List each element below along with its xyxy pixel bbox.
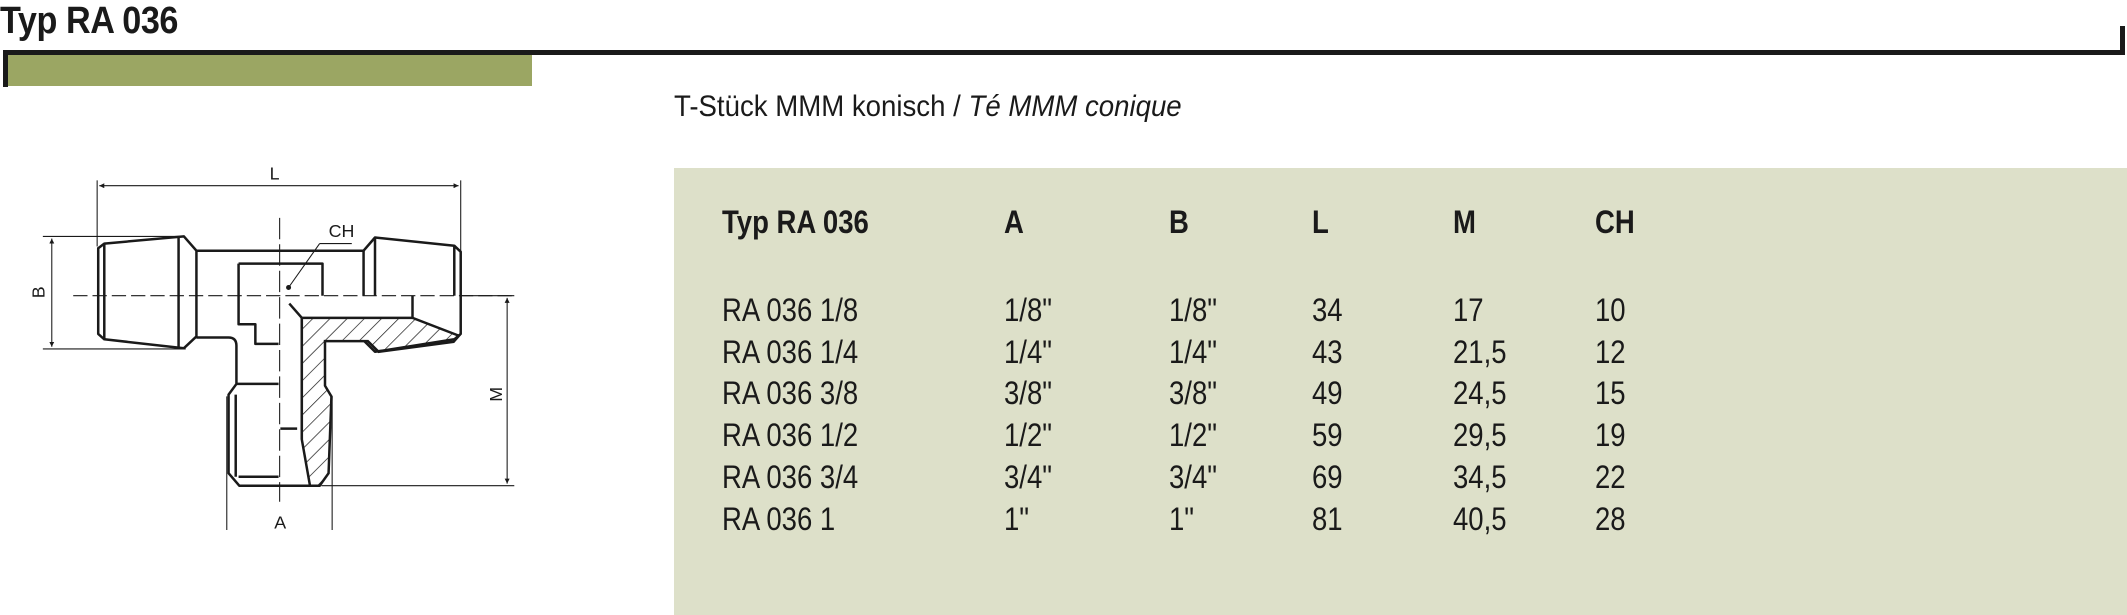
- cell-l: 34: [1312, 292, 1343, 328]
- cell-b: 1/2": [1169, 417, 1218, 454]
- subtitle-de: T-Stück MMM konisch /: [674, 90, 969, 123]
- cell-ch: 15: [1595, 375, 1626, 412]
- cell-m: 24,5: [1453, 375, 1507, 412]
- column-header-ch: CH: [1595, 204, 1635, 240]
- column-header-l: L: [1312, 204, 1329, 240]
- cell-ch: 28: [1595, 500, 1626, 537]
- cell-m: 34,5: [1453, 458, 1507, 495]
- product-subtitle: [674, 90, 1182, 124]
- cell-type: RA 036 1: [722, 500, 836, 537]
- column-header-a: A: [1004, 204, 1024, 240]
- dim-label-a: A: [274, 512, 287, 530]
- cell-a: 1/2": [1004, 417, 1053, 454]
- cell-a: 1/8": [1004, 292, 1053, 328]
- header-rule-right: [2120, 26, 2125, 55]
- column-header-b: B: [1169, 204, 1189, 240]
- technical-drawing: [0, 150, 560, 530]
- cell-a: 1/4": [1004, 333, 1053, 370]
- cell-a: 3/8": [1004, 375, 1053, 412]
- cell-m: 40,5: [1453, 500, 1507, 537]
- subtitle-fr: Té MMM conique: [968, 90, 1182, 123]
- cell-l: 69: [1312, 458, 1343, 495]
- cell-m: 29,5: [1453, 417, 1507, 454]
- cell-m: 17: [1453, 292, 1484, 328]
- dim-label-b: B: [28, 286, 49, 299]
- cell-l: 43: [1312, 333, 1343, 370]
- cell-ch: 10: [1595, 292, 1626, 328]
- cell-b: 3/4": [1169, 458, 1218, 495]
- cell-type: RA 036 1/4: [722, 333, 859, 370]
- cell-a: 1": [1004, 500, 1030, 537]
- column-header-type: Typ RA 036: [722, 204, 869, 240]
- cell-ch: 22: [1595, 458, 1626, 495]
- cell-type: RA 036 3/8: [722, 375, 859, 412]
- cell-b: 1/8": [1169, 292, 1218, 328]
- cell-b: 3/8": [1169, 375, 1218, 412]
- cell-ch: 12: [1595, 333, 1626, 370]
- cell-type: RA 036 3/4: [722, 458, 859, 495]
- cell-type: RA 036 1/2: [722, 417, 859, 454]
- cell-a: 3/4": [1004, 458, 1053, 495]
- accent-bar: [8, 55, 532, 86]
- cell-b: 1/4": [1169, 333, 1218, 370]
- cell-l: 59: [1312, 417, 1343, 454]
- dim-label-m: M: [485, 386, 506, 402]
- cell-l: 49: [1312, 375, 1343, 412]
- cell-ch: 19: [1595, 417, 1626, 454]
- cell-type: RA 036 1/8: [722, 292, 859, 328]
- dimensions-table: [674, 168, 2127, 615]
- cell-b: 1": [1169, 500, 1195, 537]
- page-title: Typ RA 036: [0, 0, 178, 42]
- cell-l: 81: [1312, 500, 1343, 537]
- cell-m: 21,5: [1453, 333, 1507, 370]
- dim-label-l: L: [269, 163, 280, 184]
- column-header-m: M: [1453, 204, 1476, 240]
- dim-label-ch: CH: [328, 220, 355, 241]
